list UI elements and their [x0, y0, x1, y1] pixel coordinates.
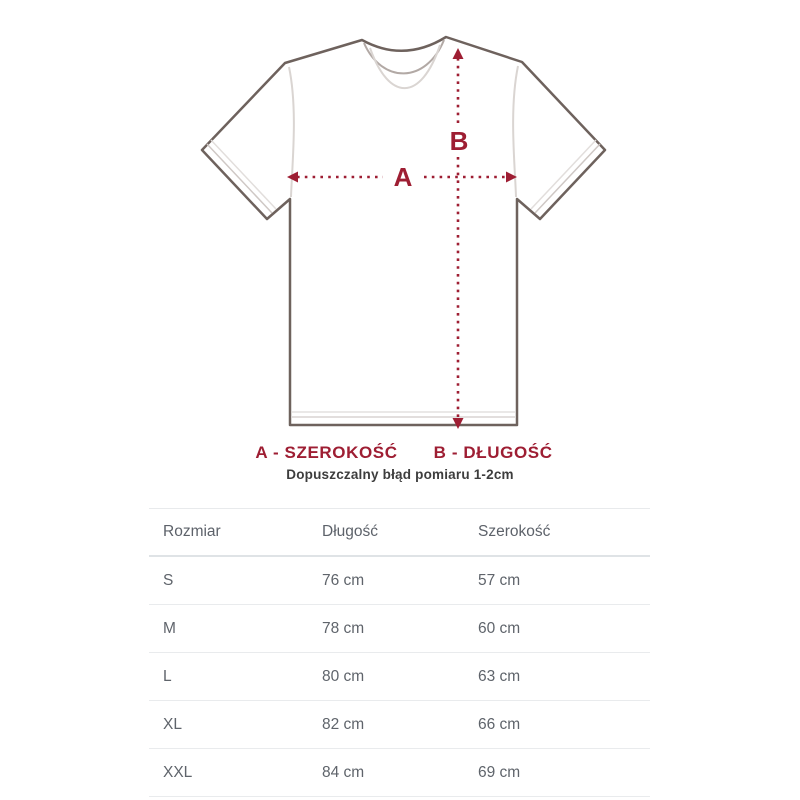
table-row-xl: [149, 701, 650, 749]
width-cell: 69 cm: [478, 763, 521, 781]
size-cell: XL: [163, 715, 182, 733]
length-cell: 84 cm: [322, 763, 365, 781]
length-cell: 78 cm: [322, 619, 365, 637]
length-cell: 76 cm: [322, 571, 365, 589]
legend-width-label: A - SZEROKOŚĆ: [255, 443, 398, 462]
size-cell: S: [163, 571, 174, 589]
table-row-l: [149, 653, 650, 701]
column-header-size: Rozmiar: [163, 523, 221, 540]
table-row-s: [149, 557, 650, 605]
length-cell: 80 cm: [322, 667, 365, 685]
table-row-xxl: [149, 749, 650, 797]
width-cell: 60 cm: [478, 619, 521, 637]
size-table: [149, 508, 650, 797]
measure-a-label: A: [393, 162, 413, 192]
measure-b-label: B: [449, 126, 469, 156]
legend-length-label: B - DŁUGOŚĆ: [433, 443, 553, 462]
width-cell: 63 cm: [478, 667, 521, 685]
width-cell: 57 cm: [478, 571, 521, 589]
size-cell: XXL: [163, 763, 193, 781]
tshirt-outline: [202, 37, 605, 425]
column-header-length: Długość: [322, 523, 378, 540]
measurement-legend: [4, 443, 800, 463]
table-row-m: [149, 605, 650, 653]
size-cell: L: [163, 667, 172, 685]
length-cell: 82 cm: [322, 715, 365, 733]
column-header-width: Szerokość: [478, 523, 551, 540]
size-table-header: [149, 509, 650, 557]
width-cell: 66 cm: [478, 715, 521, 733]
size-cell: M: [163, 619, 176, 637]
tolerance-note: Dopuszczalny błąd pomiaru 1-2cm: [286, 467, 514, 482]
